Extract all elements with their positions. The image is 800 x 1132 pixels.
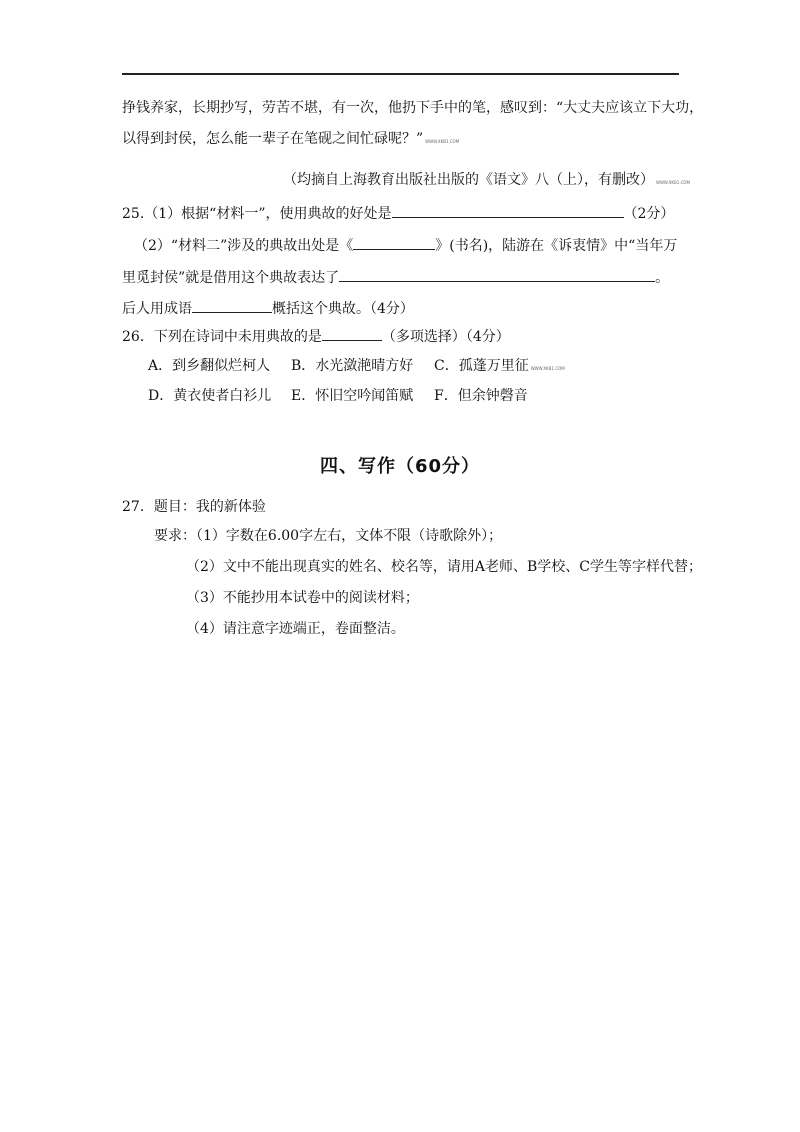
question-26-options-row-2: [148, 386, 528, 406]
option-c: C．孤蓬万里征: [434, 358, 529, 374]
passage-line-1: [122, 98, 703, 118]
question-text: 。: [655, 270, 670, 286]
question-text: 》(书名)，陆游在《诉衷情》中“当年万: [435, 238, 678, 254]
answer-blank[interactable]: [322, 326, 382, 341]
option-b: B．水光潋滟晴方好: [291, 358, 414, 374]
question-26-options-row-1: [148, 356, 565, 379]
watermark-text: WWW.XKB1.COM: [530, 366, 565, 371]
watermark-text: WWW.XKB1.COM: [656, 180, 690, 185]
passage-source: [283, 170, 690, 193]
answer-blank[interactable]: [353, 235, 435, 250]
question-25-part-2-line-2: [122, 267, 669, 288]
passage-text: 以得到封侯，怎么能一辈子在笔砚之间忙碌呢？”: [122, 131, 424, 147]
option-a: A．到乡翻似烂柯人: [148, 358, 271, 374]
question-25-part-2-line-3: [122, 298, 414, 319]
answer-blank[interactable]: [192, 298, 272, 313]
requirement-2: （2）文中不能出现真实的姓名、校名等，请用A老师、B学校、C学生等字样代替；: [186, 559, 703, 575]
option-d: D．黄衣使者白衫儿: [148, 388, 272, 404]
requirement-3: （3）不能抄用本试卷中的阅读材料；: [186, 590, 419, 606]
score-label: （2分）: [623, 206, 675, 222]
question-25-part-2: [134, 235, 677, 256]
question-text: 概括这个典故。（4分）: [272, 301, 414, 317]
source-citation: （均摘自上海教育出版社出版的《语文》八（上），有删改）: [283, 172, 654, 188]
answer-blank[interactable]: [392, 203, 624, 218]
header-rule: [122, 73, 679, 75]
question-text: 25.（1）根据“材料一”，使用典故的好处是: [122, 206, 392, 222]
option-e: E．怀旧空吟闻笛赋: [291, 388, 414, 404]
question-25-part-1: [122, 203, 674, 224]
requirement-1: 要求：（1）字数在6.00字左右，文体不限（诗歌除外）；: [154, 528, 503, 544]
question-text: 26．下列在诗词中未用典故的是: [122, 329, 322, 345]
watermark-text: WWW.XKB1.COM: [425, 139, 460, 144]
question-26-prompt: [122, 326, 510, 347]
question-text: 后人用成语: [122, 301, 192, 317]
requirement-4: （4）请注意字迹端正，卷面整洁。: [186, 621, 405, 637]
question-text: 里觅封侯”就是借用这个典故表达了: [122, 270, 340, 286]
option-f: F．但余钟磬音: [434, 388, 528, 404]
passage-line-2: [122, 129, 459, 152]
section-heading: 四、写作（60分）: [319, 456, 481, 477]
answer-blank[interactable]: [339, 267, 655, 282]
question-text: （多项选择）（4分）: [381, 329, 510, 345]
passage-text: 挣钱养家，长期抄写，劳苦不堪，有一次，他扔下手中的笔，感叹到：“大丈夫应该立下大功，: [122, 100, 704, 116]
question-27-title: 27．题目：我的新体验: [122, 499, 266, 515]
question-text: （2）“材料二”涉及的典故出处是《: [134, 238, 354, 254]
